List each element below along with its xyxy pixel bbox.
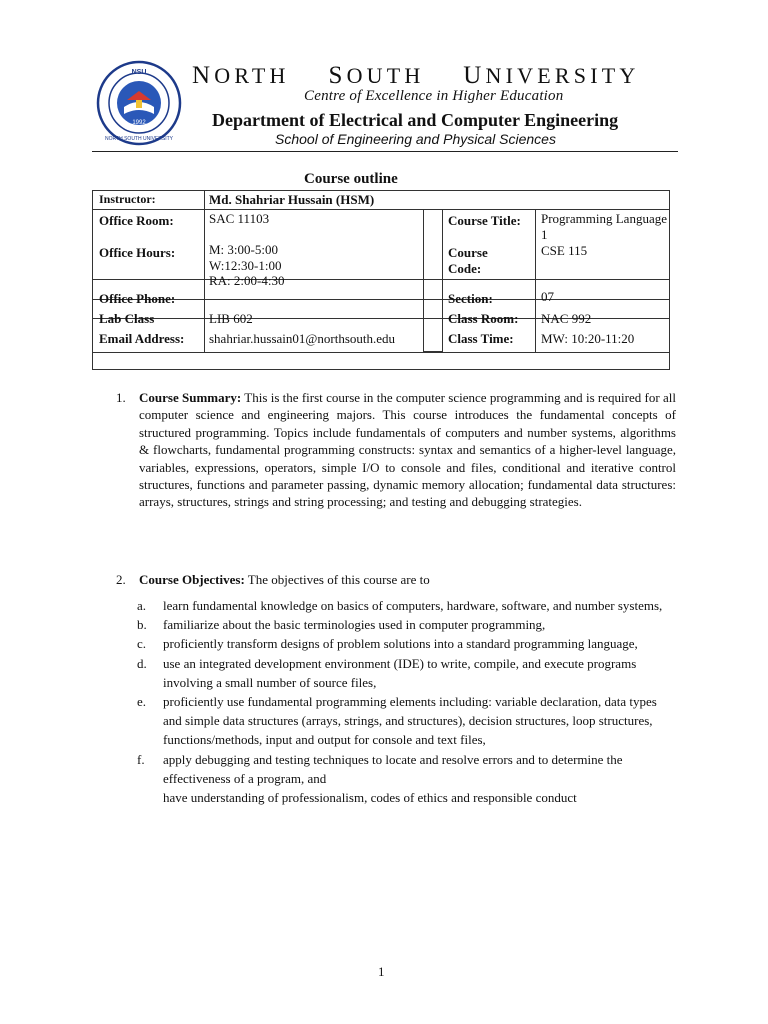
- course-objectives-intro: The objectives of this course are to: [244, 572, 430, 587]
- course-summary-heading: Course Summary:: [139, 390, 242, 405]
- course-summary-section: [116, 389, 676, 511]
- office-room-label: Office Room:: [99, 213, 174, 228]
- list-item: d. use an integrated development environment (IDE) to write, compile, and execute programs involving a small number of source files,: [137, 655, 637, 690]
- class-time-label: Class Time:: [448, 331, 514, 346]
- course-title-label: Course Title:: [448, 213, 521, 228]
- university-logo-icon: [96, 60, 182, 146]
- office-phone-label: Office Phone:: [99, 291, 176, 306]
- page-number: 1: [378, 964, 385, 979]
- office-room-value: SAC 11103: [209, 211, 270, 226]
- logo-top-text: NSU: [131, 69, 147, 76]
- objective-extra-line: have understanding of professionalism, codes of ethics and responsible conduct: [163, 790, 577, 806]
- instructor-label: Instructor:: [99, 192, 156, 206]
- course-summary-text: This is the first course in the computer science programming and is required for all computer science and engineering majors. This course introduces the fundamental concepts of structured programming. Topics include fundamentals of computers and number systems, algorithms & flowcharts, fundamental programming constructs: syntax and semantics of a higher-level language, variables, expressions, operators, simple I/O to console and files, conditional and iterative control structures, functions and parameter passing, dynamic memory allocation; fundamental data structures: arrays, structures, strings and string processing; and testing and debugging strategies.: [139, 390, 676, 510]
- table-row: [93, 279, 669, 300]
- section-value: 07: [541, 289, 554, 304]
- header-divider: [92, 151, 678, 152]
- email-value: shahriar.hussain01@northsouth.edu: [209, 331, 396, 346]
- list-item: c. proficiently transform designs of problem solutions into a standard programming language,: [137, 636, 638, 652]
- email-label: Email Address:: [99, 331, 185, 346]
- section-number: 1.: [116, 390, 126, 405]
- outline-title: Course outline: [304, 171, 398, 187]
- class-room-label: Class Room:: [448, 311, 519, 326]
- course-objectives-heading: Course Objectives:: [139, 572, 245, 587]
- course-objectives-section: [116, 571, 676, 588]
- school-name: School of Engineering and Physical Sciences: [275, 131, 556, 147]
- table-row: [93, 191, 669, 210]
- department-name: Department of Electrical and Computer Engineering: [212, 110, 619, 130]
- lab-class-value: LIB 602: [209, 311, 253, 326]
- lab-class-label: Lab Class: [99, 311, 155, 326]
- course-code-label: Course Code:: [448, 245, 488, 276]
- course-info-table: [92, 190, 670, 370]
- objectives-list: [137, 596, 677, 807]
- list-item: a. learn fundamental knowledge on basics of computers, hardware, software, and number systems,: [137, 598, 663, 613]
- office-hours-label: Office Hours:: [99, 245, 176, 260]
- class-room-value: NAC 992: [541, 311, 592, 326]
- list-item: e. proficiently use fundamental programming elements including: variable declaration, data types and simple data structures (arrays, strings, and structures), decision structures, loop structures, functions/methods, input and output for console and text files,: [137, 694, 657, 748]
- university-motto: Centre of Excellence in Higher Education: [304, 88, 564, 104]
- logo-bottom-text: NORTH SOUTH UNIVERSITY: [105, 136, 173, 142]
- section-number: 2.: [116, 572, 126, 587]
- list-item: f. apply debugging and testing techniques to locate and resolve errors and to determine the effectiveness of a program, and: [137, 751, 623, 786]
- university-name: NORTH SOUTH UNIVERSITY: [192, 62, 640, 89]
- class-time-value: MW: 10:20-11:20: [541, 331, 635, 346]
- course-code-value: CSE 115: [541, 243, 588, 258]
- list-item: b. familiarize about the basic terminologies used in computer programming,: [137, 617, 546, 633]
- instructor-value: Md. Shahriar Hussain (HSM): [209, 192, 375, 207]
- section-label: Section:: [448, 291, 493, 306]
- logo-year: 1992: [132, 120, 146, 126]
- office-hours-value: M: 3:00-5:00 W:12:30-1:00 RA: 2:00-4:30: [209, 242, 285, 288]
- course-title-value: Programming Language 1: [541, 211, 667, 242]
